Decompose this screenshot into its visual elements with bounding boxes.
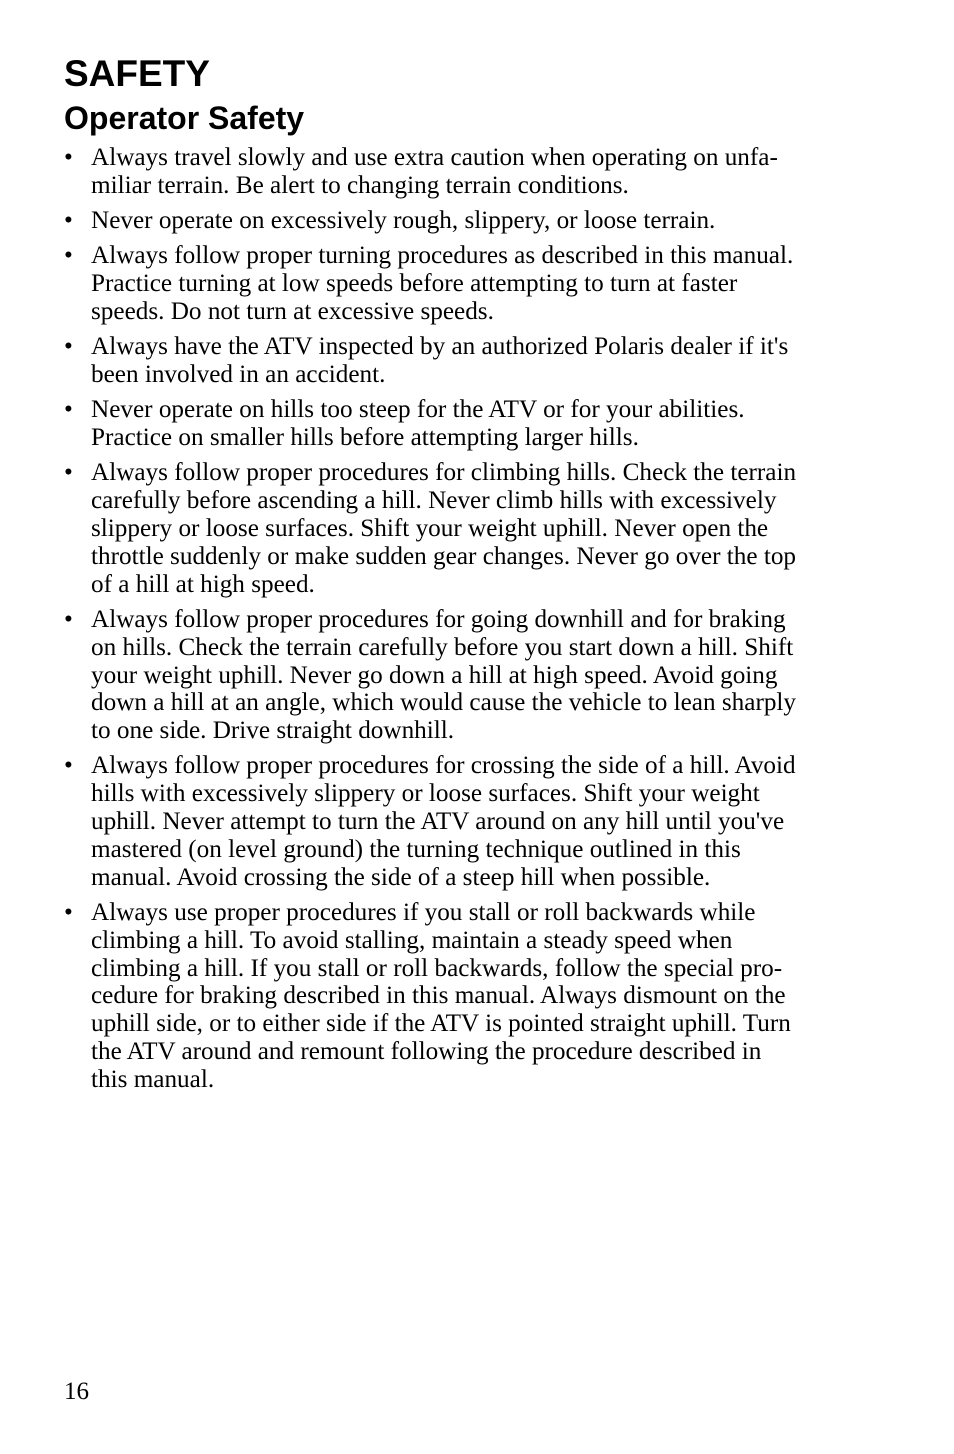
bullet-text [91, 144, 864, 200]
text-line: Always have the ATV inspected by an authorized Polaris dealer if it's [91, 333, 789, 361]
text-line: Always follow proper procedures for climbing hills. Check the terrain [91, 459, 797, 487]
bullet-text [91, 899, 864, 1094]
bullet-text [91, 752, 864, 891]
text-line: of a hill at high speed. [91, 570, 315, 598]
text-line: climbing a hill. If you stall or roll backwards, follow the special pro- [91, 954, 783, 982]
bullet-dot-icon: • [64, 144, 73, 171]
page-number: 16 [64, 1378, 89, 1405]
bullet-dot-icon: • [64, 396, 73, 424]
bullet-item [64, 207, 864, 235]
text-line: this manual. [91, 1065, 215, 1093]
text-line: on hills. Check the terrain carefully before you start down a hill. Shift [91, 633, 794, 661]
text-line: Never operate on hills too steep for the ATV or for your abilities. [91, 396, 745, 424]
text-line: throttle suddenly or make sudden gear changes. Never go over the top [91, 542, 797, 570]
text-line: Always follow proper turning procedures as described in this manual. [91, 242, 794, 270]
text-line: hills with excessively slippery or loose surfaces. Shift your weight [91, 780, 760, 808]
bullet-item [64, 144, 864, 200]
text-line: Practice turning at low speeds before attempting to turn at faster [91, 270, 738, 298]
text-line: uphill. Never attempt to turn the ATV around on any hill until you've [91, 808, 785, 836]
bullet-dot-icon: • [64, 752, 73, 780]
text-line: Always follow proper procedures for crossing the side of a hill. Avoid [91, 752, 796, 780]
bullet-text [91, 606, 864, 745]
subsection-title: Operator Safety [64, 100, 305, 136]
text-line: Always use proper procedures if you stall or roll backwards while [91, 898, 756, 926]
text-line: Never operate on excessively rough, slippery, or loose terrain. [91, 207, 716, 235]
bullet-item [64, 242, 864, 325]
text-line: uphill side, or to either side if the ATV is pointed straight uphill. Turn [91, 1010, 791, 1038]
bullet-dot-icon: • [64, 242, 73, 270]
text-line: to one side. Drive straight downhill. [91, 717, 455, 745]
text-line: climbing a hill. To avoid stalling, maintain a steady speed when [91, 926, 733, 954]
text-line: Practice on smaller hills before attempting larger hills. [91, 424, 639, 452]
text-line: mastered (on level ground) the turning technique outlined in this [91, 835, 741, 863]
bullet-text [91, 242, 864, 325]
text-line: manual. Avoid crossing the side of a steep hill when possible. [91, 863, 711, 891]
text-line: been involved in an accident. [91, 361, 386, 389]
bullet-text [91, 333, 864, 389]
text-line: Always travel slowly and use extra caution when operating on unfa- [91, 144, 778, 171]
bullet-text [91, 459, 864, 598]
bullet-dot-icon: • [64, 207, 73, 235]
text-line: down a hill at an angle, which would cause the vehicle to lean sharply [91, 689, 797, 717]
text-line: Always follow proper procedures for going downhill and for braking [91, 605, 786, 633]
bullet-item [64, 606, 864, 745]
text-line: cedure for braking described in this manual. Always dismount on the [91, 982, 786, 1010]
bullet-text [91, 207, 864, 235]
text-line: your weight uphill. Never go down a hill at high speed. Avoid going [91, 661, 778, 689]
bullet-item [64, 899, 864, 1094]
text-line: the ATV around and remount following the procedure described in [91, 1037, 762, 1065]
safety-bullet-list [64, 144, 864, 1101]
bullet-text [91, 396, 864, 452]
bullet-dot-icon: • [64, 605, 73, 633]
text-line: speeds. Do not turn at excessive speeds. [91, 297, 494, 325]
bullet-dot-icon: • [64, 898, 73, 926]
bullet-item [64, 459, 864, 598]
bullet-item [64, 752, 864, 891]
section-title: SAFETY [64, 53, 210, 94]
text-line: miliar terrain. Be alert to changing terrain conditions. [91, 171, 629, 199]
bullet-item [64, 396, 864, 452]
bullet-dot-icon: • [64, 459, 73, 487]
text-line: carefully before ascending a hill. Never climb hills with excessively [91, 487, 777, 515]
bullet-item [64, 333, 864, 389]
bullet-dot-icon: • [64, 333, 73, 361]
text-line: slippery or loose surfaces. Shift your weight uphill. Never open the [91, 515, 769, 543]
